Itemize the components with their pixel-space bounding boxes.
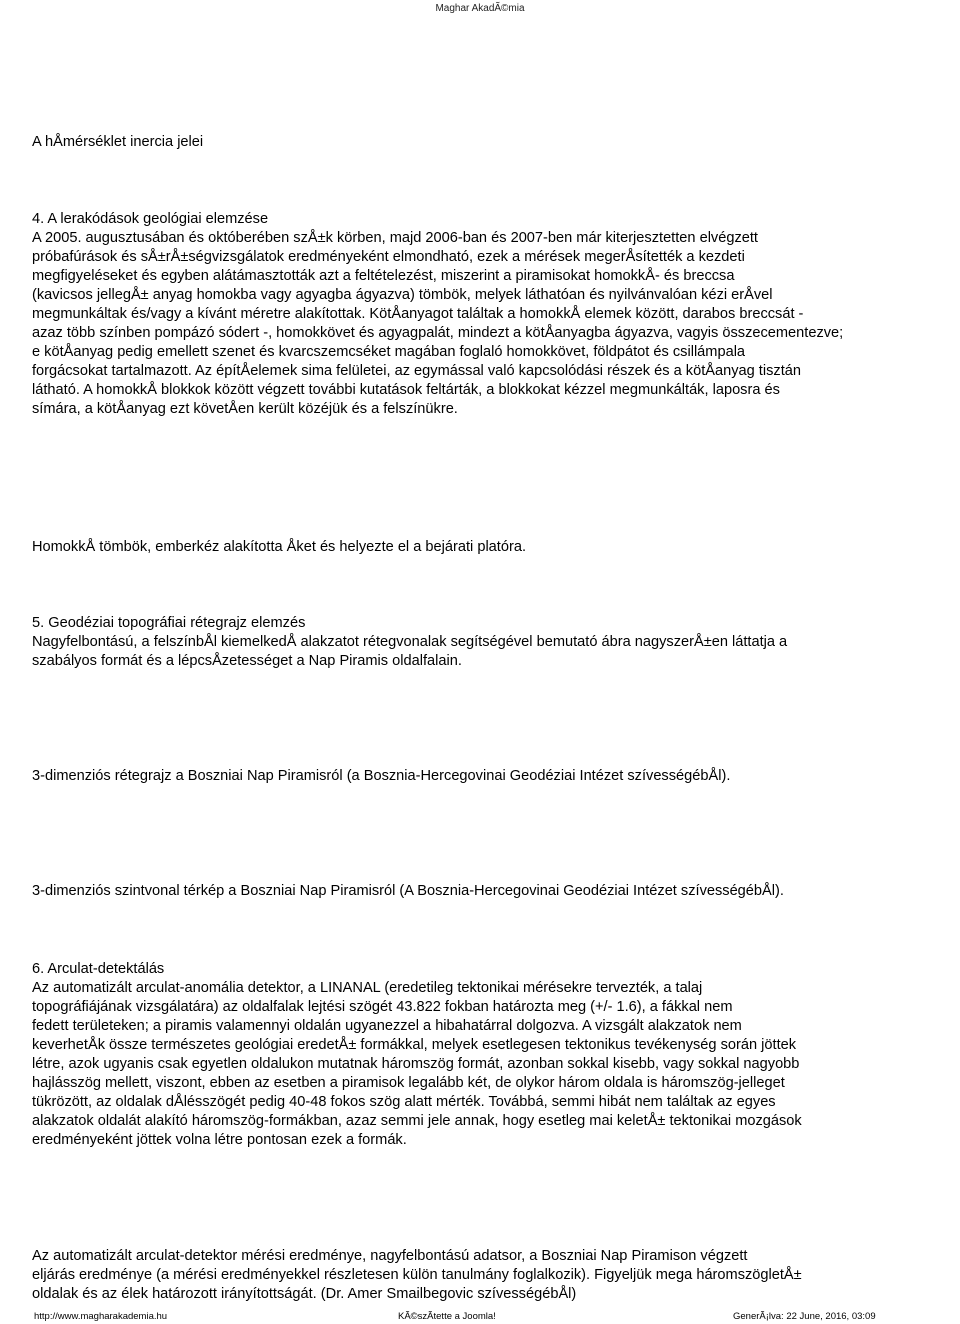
caption-homokko-tombok: HomokkÅ tömbök, emberkéz alakította Åket és helyezte el a bejárati platóra.	[32, 539, 526, 555]
site-header-title: Maghar AkadÃ©mia	[435, 3, 525, 14]
caption-arculat-detektor: Az automatizált arculat-detektor mérési eredménye, nagyfelbontású adatsor, a Boszniai Nap Piramison végzett eljárás eredménye (a mérési eredményekkel részletesen külön tanulmány foglalkozik). Figyeljük mega háromszögletÅ± oldalak és az élek határozott irányítottságát. (Dr. Amer Smailbegovic szívességébÅl)	[32, 1248, 802, 1302]
page-footer	[0, 1311, 960, 1323]
article-title: A hÅmérséklet inercia jelei	[32, 134, 204, 150]
footer-generated-date: GenerÃ¡lva: 22 June, 2016, 03:09	[733, 1311, 876, 1322]
section-5-geodeziai: 5. Geodéziai topográfiai rétegrajz elemzés Nagyfelbontású, a felszínbÅl kiemelkedÅ alakzatot rétegvonalak segítségével bemutató ábra nagyszerÅ±en láttatja a szabályos formát és a lépcsÅzetességet a Nap Piramis oldalfalain.	[32, 615, 788, 669]
caption-szintvonal-terkep: 3-dimenziós szintvonal térkép a Boszniai Nap Piramisról (A Bosznia-Hercegovinai Geodéziai Intézet szívességébÅl).	[32, 883, 784, 899]
section-6-arculat-detektalas: 6. Arculat-detektálás Az automatizált arculat-anomália detektor, a LINANAL (eredetileg tektonikai mérésekre tervezték, a talaj topográfiájának vizsgálatára) az oldalfalak lejtési szögét 43.822 fokban határozta meg (+/- 1.6), a fákkal nem fedett területeken; a piramis valamennyi oldalán ugyanezzel a hibahatárral dolgozva. A vizsgált alakzatok nem keverhetÅk össze természetes geológiai eredetÅ± formákkal, melyek esetlegesen tektonikus tevékenység során jöttek létre, azok ugyanis csak egyetlen oldalukon mutatnak háromszög formát, azonban sokkal kisebb, vagy sokkal nagyobb hajlásszög mellett, viszont, ebben az esetben a piramisok legalább két, de olykor három oldala is háromszög-jelleget tükrözött, az oldalak dÅlésszögét pedig 40-48 fokos szög alatt mérték. Továbbá, semmi hibát nem találtak az egyes alakzatok oldalát alakító háromszög-formákban, azaz semmi jele annak, hogy esetleg mai keletÅ± tektonikai mozgások eredményeként jöttek volna létre pontosan ezek a formák.	[32, 961, 802, 1148]
footer-created-with: KÃ©szÃtette a Joomla!	[398, 1311, 496, 1322]
section-4-lerakodasok: 4. A lerakódások geológiai elemzése A 2005. augusztusában és októberében szÅ±k körben, majd 2006-ban és 2007-ben már kiterjesztetten elvégzett próbafúrások és sÅ±rÅ±ségvizsgálatok eredményeként elmondható, ezek a mérések megerÅsítették a kezdeti megfigyeléseket és egyben alátámasztották azt a feltételezést, miszerint a piramisokat homokkÅ- és breccsa (kavicsos jellegÅ± anyag homokba vagy agyagba ágyazva) tömbök, melyek láthatóan és nyilvánvalóan kézi erÅvel megmunkáltak és/vagy a kívánt méretre alakítottak. KötÅanyagot találtak a homokkÅ elemek között, darabos breccsát - azaz több színben pompázó sódert -, homokkövet és agyagpalát, mindezt a kötÅanyagba ágyazva, vagyis összecementezve; e kötÅanyag pedig emellett szenet és kvarcszemcséket magában foglaló homokkövet, földpátot és csillámpala forgácsokat tartalmazott. Az építÅelemek sima felületei, az egymással való kapcsolódási részek és a kötÅanyag tisztán látható. A homokkÅ blokkok között végzett további kutatások feltárták, a blokkokat kézzel megmunkálták, laposra és símára, a kötÅanyag ezt követÅen került közéjük és a felszínükre.	[32, 211, 844, 417]
caption-retegrajz: 3-dimenziós rétegrajz a Boszniai Nap Piramisról (a Bosznia-Hercegovinai Geodéziai Intézet szívességébÅl).	[32, 768, 731, 784]
footer-url-link[interactable]: http://www.magharakademia.hu	[34, 1311, 168, 1322]
